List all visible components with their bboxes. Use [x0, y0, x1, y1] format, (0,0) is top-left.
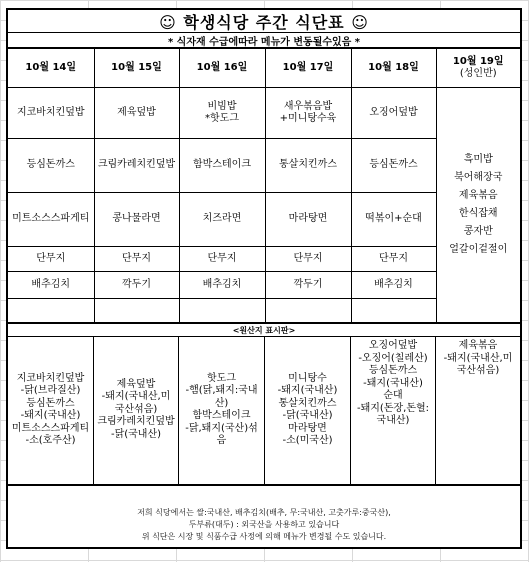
menu-cell[interactable]: 배추김치 — [8, 271, 94, 298]
footer-line: 저희 식당에서는 쌀:국내산, 배추김치(배추, 무:국내산, 고춧가루:중국산), — [137, 508, 391, 517]
table-row — [8, 87, 520, 138]
date-cell[interactable]: 10월 17일 — [265, 49, 351, 87]
menu-cell[interactable]: 등심돈까스 — [8, 138, 94, 192]
saturday-sub: (성인반) — [459, 67, 497, 79]
menu-cell[interactable]: 단무지 — [179, 246, 265, 271]
date-cell[interactable]: 10월 16일 — [179, 49, 265, 87]
origin-section-title: <원산지 표시판> — [8, 322, 520, 337]
menu-cell[interactable]: 오징어덮밥 — [351, 87, 436, 138]
footer-line: 위 식단은 시장 및 식품수급 사정에 의해 메뉴가 변경될 수도 있습니다. — [141, 532, 387, 541]
menu-cell[interactable]: 콩나물라면 — [94, 192, 179, 246]
menu-cell[interactable]: 배추김치 — [351, 271, 436, 298]
footer-line: 두부류(대두) : 외국산을 사용하고 있습니다 — [188, 520, 340, 529]
date-cell[interactable]: 10월 15일 — [94, 49, 179, 87]
menu-board — [6, 8, 522, 549]
origin-cell[interactable]: 지코바치킨덮밥 -닭(브라질산) 등심돈까스 -돼지(국내산) 미트소스스파게티 -소(호주산) — [8, 336, 94, 484]
menu-cell[interactable]: 단무지 — [8, 246, 94, 271]
menu-cell[interactable]: 미트소스스파게티 — [8, 192, 94, 246]
menu-cell[interactable]: 비빔밥 *핫도그 — [179, 87, 265, 138]
menu-cell[interactable]: 배추김치 — [179, 271, 265, 298]
date-cell-saturday[interactable] — [436, 49, 520, 87]
menu-cell[interactable] — [8, 298, 94, 322]
page-title: ☺ 학생식당 주간 식단표 ☺ — [8, 10, 520, 33]
supply-notice: * 식자재 수급에따라 메뉴가 변동될수있음 * — [8, 33, 520, 49]
menu-cell[interactable]: 깍두기 — [94, 271, 179, 298]
menu-cell[interactable] — [351, 298, 436, 322]
weekly-menu-table — [8, 49, 520, 323]
menu-cell[interactable]: 제육덮밥 — [94, 87, 179, 138]
saturday-menu-cell[interactable]: 흑미밥 북어해장국 제육볶음 한식잡채 콩자반 얼갈이겉절이 — [436, 87, 520, 322]
origin-table — [8, 336, 520, 486]
menu-cell[interactable] — [94, 298, 179, 322]
menu-cell[interactable]: 함박스테이크 — [179, 138, 265, 192]
menu-cell[interactable]: 마라탕면 — [265, 192, 351, 246]
menu-cell[interactable]: 새우볶음밥 +미니탕수육 — [265, 87, 351, 138]
origin-cell[interactable]: 미니탕수 -돼지(국내산) 통살치킨까스 -닭(국내산) 마라탕면 -소(미국산) — [265, 336, 351, 484]
origin-cell[interactable]: 제육덮밥 -돼지(국내산,미 국산섞음) 크림카레치킨덮밥 -닭(국내산) — [94, 336, 179, 484]
menu-cell[interactable] — [265, 298, 351, 322]
menu-cell[interactable]: 단무지 — [351, 246, 436, 271]
menu-cell[interactable] — [179, 298, 265, 322]
date-cell[interactable]: 10월 14일 — [8, 49, 94, 87]
menu-cell[interactable]: 단무지 — [265, 246, 351, 271]
menu-cell[interactable]: 등심돈까스 — [351, 138, 436, 192]
menu-cell[interactable]: 크림카레치킨덮밥 — [94, 138, 179, 192]
saturday-date: 10월 19일 — [452, 55, 504, 67]
origin-cell[interactable]: 제육볶음 -돼지(국내산,미 국산섞음) — [443, 340, 513, 376]
date-header-row — [8, 49, 520, 87]
menu-cell[interactable]: 치즈라면 — [179, 192, 265, 246]
origin-cell[interactable]: 오징어덮밥 -오징어(칠레산) 등심돈까스 -돼지(국내산) 순대 -돼지(돈장,돈혈: 국내산) — [351, 336, 436, 484]
menu-cell[interactable]: 통살치킨까스 — [265, 138, 351, 192]
date-cell[interactable]: 10월 18일 — [351, 49, 436, 87]
menu-cell[interactable]: 단무지 — [94, 246, 179, 271]
origin-cell[interactable]: 핫도그 -햄(닭,돼지:국내 산) 함박스테이크 -닭,돼지(국산)섞 음 — [179, 336, 265, 484]
menu-cell[interactable]: 지코바치킨덮밥 — [8, 87, 94, 138]
menu-cell[interactable]: 떡볶이+순대 — [351, 192, 436, 246]
menu-cell[interactable]: 깍두기 — [265, 271, 351, 298]
footer-notice — [8, 507, 520, 543]
